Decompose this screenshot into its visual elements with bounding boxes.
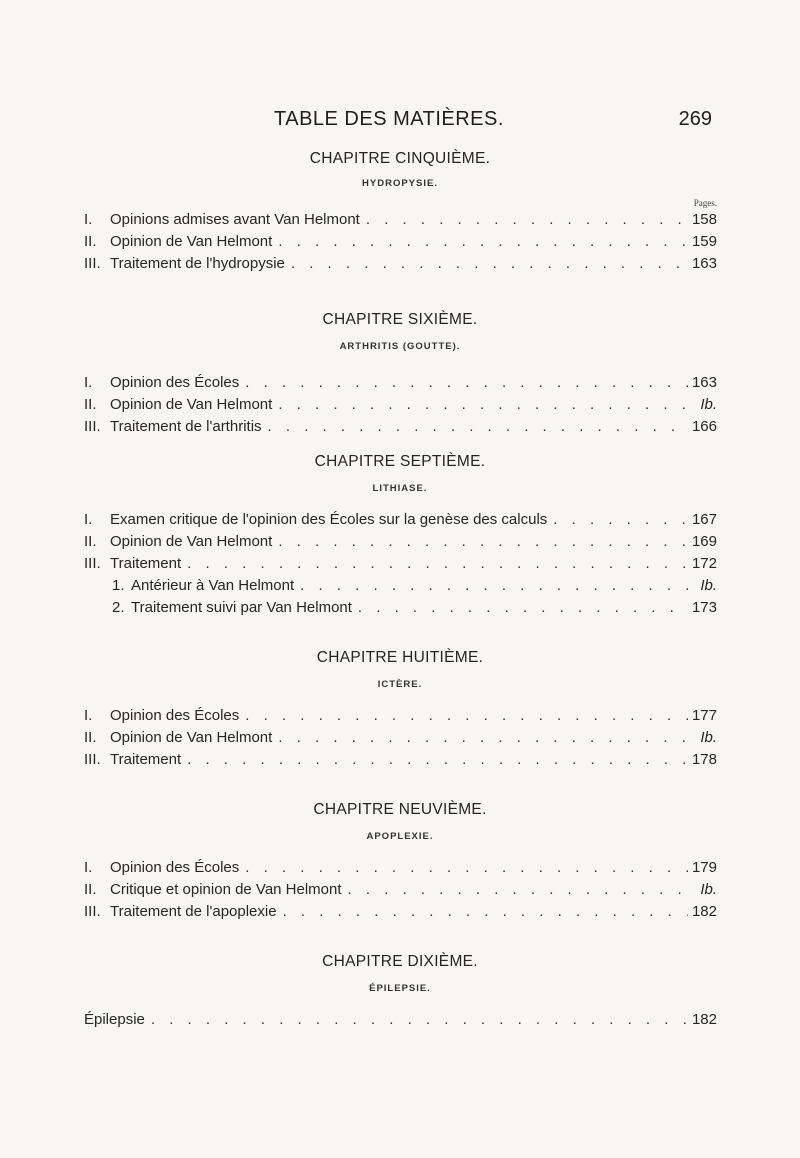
dot-leader bbox=[239, 706, 688, 726]
dot-leader bbox=[181, 750, 688, 770]
toc-entry bbox=[84, 395, 717, 415]
entry-page: 182 bbox=[691, 1011, 717, 1028]
toc-entry bbox=[84, 706, 717, 726]
chapter-subject: ÉPILEPSIE. bbox=[369, 983, 431, 994]
entry-label: Opinions admises avant Van Helmont bbox=[110, 211, 360, 228]
entry-page: Ib. bbox=[700, 577, 717, 594]
dot-leader bbox=[294, 576, 696, 596]
entry-number: II. bbox=[84, 233, 97, 250]
dot-leader bbox=[272, 532, 688, 552]
chapter-subject: APOPLEXIE. bbox=[366, 831, 434, 842]
entry-label: Examen critique de l'opinion des Écoles sur la genèse des calculs bbox=[110, 511, 548, 528]
toc-entry bbox=[84, 858, 717, 878]
entry-page: Ib. bbox=[700, 396, 717, 413]
dot-leader bbox=[181, 554, 688, 574]
toc-entry bbox=[84, 728, 717, 748]
dot-leader bbox=[342, 880, 697, 900]
entry-number: 2. bbox=[112, 599, 125, 616]
dot-leader bbox=[352, 598, 688, 618]
entry-page: 158 bbox=[691, 211, 717, 228]
entry-page: 163 bbox=[691, 374, 717, 391]
toc-sub-entry bbox=[112, 576, 717, 596]
dot-leader bbox=[277, 902, 688, 922]
dot-leader bbox=[360, 210, 688, 230]
entry-number: III. bbox=[84, 555, 101, 572]
entry-number: I. bbox=[84, 211, 93, 228]
entry-page: 166 bbox=[691, 418, 717, 435]
entry-number: II. bbox=[84, 396, 97, 413]
entry-label: Traitement bbox=[110, 751, 182, 768]
entry-page: 167 bbox=[691, 511, 717, 528]
entry-page: 179 bbox=[691, 859, 717, 876]
entry-number: 1. bbox=[112, 577, 125, 594]
entry-page: 169 bbox=[691, 533, 717, 550]
chapter-title: CHAPITRE DIXIÈME. bbox=[322, 953, 478, 970]
chapter-subject: HYDROPYSIE. bbox=[362, 178, 438, 189]
entry-page: 173 bbox=[691, 599, 717, 616]
entry-label: Traitement bbox=[110, 555, 182, 572]
chapter-title: CHAPITRE CINQUIÈME. bbox=[309, 150, 491, 167]
entry-number: II. bbox=[84, 881, 97, 898]
entry-label: Opinion de Van Helmont bbox=[110, 533, 273, 550]
entry-page: 182 bbox=[691, 903, 717, 920]
entry-label: Opinion de Van Helmont bbox=[110, 396, 273, 413]
chapter-subject: ICTÈRE. bbox=[377, 679, 423, 690]
toc-entry bbox=[84, 510, 717, 530]
entry-number: III. bbox=[84, 255, 101, 272]
entry-number: II. bbox=[84, 729, 97, 746]
toc-entry bbox=[84, 532, 717, 552]
entry-label: Traitement de l'arthritis bbox=[110, 418, 262, 435]
dot-leader bbox=[285, 254, 688, 274]
entry-label: Antérieur à Van Helmont bbox=[131, 577, 295, 594]
entry-page: 159 bbox=[691, 233, 717, 250]
running-head bbox=[274, 108, 712, 136]
entry-number: I. bbox=[84, 707, 93, 724]
entry-number: II. bbox=[84, 533, 97, 550]
dot-leader bbox=[145, 1010, 688, 1030]
toc-entry bbox=[84, 1010, 717, 1030]
page-number: 269 bbox=[678, 108, 712, 130]
entry-label: Épilepsie bbox=[84, 1011, 145, 1028]
entry-label: Critique et opinion de Van Helmont bbox=[110, 881, 342, 898]
chapter-title: CHAPITRE SIXIÈME. bbox=[322, 311, 478, 328]
chapter-subject: LITHIASE. bbox=[372, 483, 428, 494]
entry-label: Opinion des Écoles bbox=[110, 859, 240, 876]
chapter-subject: ARTHRITIS (GOUTTE). bbox=[339, 341, 461, 352]
toc-entry bbox=[84, 373, 717, 393]
toc-entry bbox=[84, 417, 717, 437]
entry-page: 177 bbox=[691, 707, 717, 724]
entry-number: III. bbox=[84, 751, 101, 768]
entry-number: III. bbox=[84, 418, 101, 435]
entry-label: Opinion des Écoles bbox=[110, 374, 240, 391]
toc-entry bbox=[84, 750, 717, 770]
dot-leader bbox=[262, 417, 688, 437]
dot-leader bbox=[272, 728, 696, 748]
chapter-title: CHAPITRE NEUVIÈME. bbox=[313, 801, 487, 818]
entry-page: Ib. bbox=[700, 881, 717, 898]
entry-number: I. bbox=[84, 859, 93, 876]
chapter-title: CHAPITRE SEPTIÈME. bbox=[314, 453, 486, 470]
toc-entry bbox=[84, 232, 717, 252]
entry-label: Opinion de Van Helmont bbox=[110, 729, 273, 746]
entry-number: I. bbox=[84, 511, 93, 528]
chapter-title: CHAPITRE HUITIÈME. bbox=[316, 649, 484, 666]
toc-entry bbox=[84, 254, 717, 274]
entry-page: Ib. bbox=[700, 729, 717, 746]
entry-label: Traitement suivi par Van Helmont bbox=[131, 599, 352, 616]
entry-label: Traitement de l'apoplexie bbox=[110, 903, 277, 920]
running-title: TABLE DES MATIÈRES. bbox=[274, 108, 504, 130]
toc-entry bbox=[84, 880, 717, 900]
entry-number: III. bbox=[84, 903, 101, 920]
toc-entry bbox=[84, 554, 717, 574]
entry-page: 163 bbox=[691, 255, 717, 272]
entry-page: 178 bbox=[691, 751, 717, 768]
entry-label: Opinion de Van Helmont bbox=[110, 233, 273, 250]
pages-column-label: Pages. bbox=[693, 198, 717, 208]
toc-entry bbox=[84, 902, 717, 922]
entry-page: 172 bbox=[691, 555, 717, 572]
entry-number: I. bbox=[84, 374, 93, 391]
dot-leader bbox=[272, 232, 688, 252]
toc-sub-entry bbox=[112, 598, 717, 618]
dot-leader bbox=[547, 510, 688, 530]
dot-leader bbox=[239, 373, 688, 393]
entry-label: Opinion des Écoles bbox=[110, 707, 240, 724]
dot-leader bbox=[272, 395, 696, 415]
entry-label: Traitement de l'hydropysie bbox=[110, 255, 285, 272]
toc-entry bbox=[84, 210, 717, 230]
dot-leader bbox=[239, 858, 688, 878]
